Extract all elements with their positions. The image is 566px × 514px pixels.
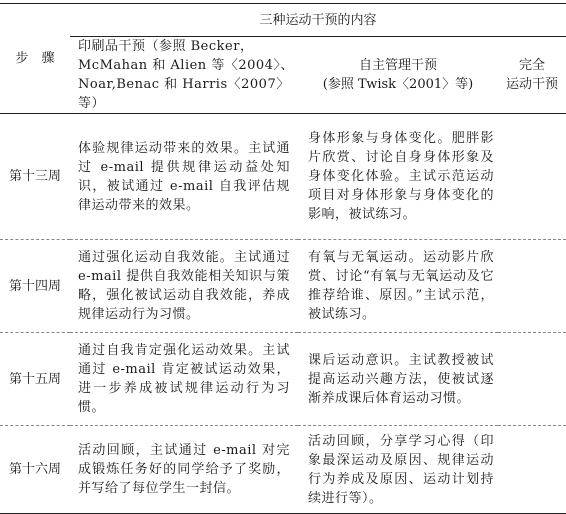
step-column-header: 步 骤 [0, 4, 70, 114]
print-intervention-header [70, 37, 298, 114]
print-intervention-header-text: 印刷品干预（参照 Becker，McMahan 和 Alien 等〈2004〉、Noar,Benac 和 Harris〈2007〉等） [78, 39, 294, 111]
row-full-content [498, 333, 566, 426]
row-step: 第十四周 [0, 240, 70, 333]
row-self-content: 有氧与无氧运动。运动影片欣赏、讨论“有氧与无氧运动及它推荐给谁、原因。”主试示范，被试练习。 [298, 240, 498, 333]
row-full-content [498, 426, 566, 514]
column-header-row [0, 37, 566, 114]
row-step: 第十三周 [8, 169, 61, 184]
row-print-content: 通过强化运动自我效能。主试通过 e-mail 提供自我效能相关知识与策略，强化被试运动自我效能，养成规律运动行为习惯。 [70, 240, 298, 333]
row-full-content [498, 114, 566, 240]
table-row [0, 240, 566, 333]
group-header-row [0, 4, 566, 37]
row-print-content: 体验规律运动带来的效果。主试通过 e-mail 提供规律运动益处知识，被试通过 e-mail 自我评估规律运动带来的效果。 [78, 140, 290, 213]
full-exercise-header-line1: 完全 [519, 58, 546, 73]
row-self-content: 活动回顾，分享学习心得（印象最深运动及原因、规律运动行为养成及原因、运动计划持续进行等）。 [298, 426, 498, 514]
row-print-content: 通过自我肯定强化运动效果。主试通过 e-mail 肯定被试运动效果，进一步养成被试规律运动行为习惯。 [70, 333, 298, 426]
table-row [0, 426, 566, 514]
row-self-content: 课后运动意识。主试教授被试提高运动兴趣方法，使被试逐渐养成课后体育运动习惯。 [298, 333, 498, 426]
self-management-header [298, 37, 498, 114]
full-exercise-header [498, 37, 566, 114]
full-exercise-header-line2: 运动干预 [506, 77, 559, 92]
row-self-content: 身体形象与身体变化。肥胖影片欣赏、讨论自身身体形象及身体变化体验。主试示范运动项目对身体形象与身体变化的影响，被试练习。 [308, 131, 494, 222]
row-step: 第十五周 [0, 333, 70, 426]
row-print-content: 活动回顾，主试通过 e-mail 对完成锻炼任务好的同学给予了奖励，并写给了每位学生一封信。 [70, 426, 298, 514]
row-full-content [498, 240, 566, 333]
table-row [0, 333, 566, 426]
self-management-header-line1: 自主管理干预 [358, 58, 437, 73]
row-step: 第十六周 [0, 426, 70, 514]
intervention-table [0, 3, 566, 514]
table-row [0, 114, 566, 240]
group-header: 三种运动干预的内容 [70, 4, 566, 37]
self-management-header-line2: (参照 Twisk〈2001〉等) [322, 77, 474, 92]
